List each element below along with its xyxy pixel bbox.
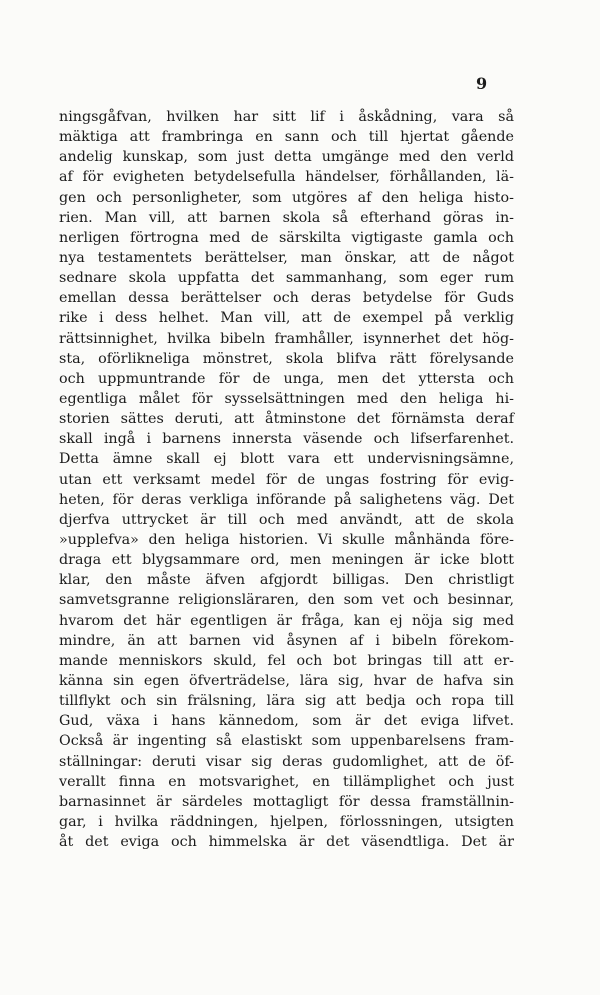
text-line: andelig kunskap, som just detta umgänge med den verld [59, 149, 514, 166]
text-line: »upplefva» den heliga historien. Vi skulle månhända före- [59, 531, 514, 548]
text-line: rättsinnighet, hvilka bibeln framhåller, isynnerhet det hög- [59, 330, 514, 347]
text-line: känna sin egen öfverträdelse, lära sig, hvar de hafva sin [59, 672, 514, 689]
body-text [59, 107, 514, 852]
text-line: samvetsgranne religionsläraren, den som vet och besinnar, [59, 592, 514, 609]
text-line: draga ett blygsammare ord, men meningen är icke blott [59, 552, 514, 569]
text-line: barnasinnet är särdeles mottagligt för dessa framställnin- [59, 793, 514, 810]
text-line: skall ingå i barnens innersta väsende och lifserfarenhet. [59, 431, 514, 448]
text-line: heten, för deras verkliga införande på salighetens väg. Det [59, 491, 514, 508]
text-line: nya testamentets berättelser, man önskar, att de något [59, 249, 514, 266]
text-line: och uppmuntrande för de unga, men det yttersta och [59, 370, 514, 387]
text-line: gar, i hvilka räddningen, hjelpen, förlossningen, utsigten [59, 813, 514, 830]
text-line: mindre, än att barnen vid åsynen af i bibeln förekom- [59, 632, 514, 649]
text-line: tillflykt och sin frälsning, lära sig att bedja och ropa till [59, 693, 514, 710]
text-line: utan ett verksamt medel för de ungas fostring för evig- [59, 471, 514, 488]
text-line: ningsgåfvan, hvilken har sitt lif i åskådning, vara så [59, 109, 514, 125]
text-line: mäktiga att frambringa en sann och till hjertat gående [59, 129, 514, 146]
text-line: åt det eviga och himmelska är det väsendtliga. Det är [59, 834, 514, 851]
text-line: Gud, växa i hans kännedom, som är det eviga lifvet. [59, 713, 514, 730]
text-line: egentliga målet för sysselsättningen med den heliga hi- [59, 390, 514, 407]
text-line: klar, den måste äfven afgjordt billigas. Den christligt [59, 572, 514, 589]
text-line: sednare skola uppfatta det sammanhang, som eger rum [59, 270, 514, 287]
text-line: Också är ingenting så elastiskt som uppenbarelsens fram- [59, 733, 514, 750]
text-line: emellan dessa berättelser och deras betydelse för Guds [59, 290, 514, 307]
text-line: verallt finna en motsvarighet, en tillämplighet och just [59, 773, 514, 790]
text-line: Detta ämne skall ej blott vara ett undervisningsämne, [59, 451, 514, 468]
text-line: hvarom det här egentligen är fråga, kan ej nöja sig med [59, 612, 514, 629]
text-line: sta, oförlikneliga mönstret, skola blifva rätt förelysande [59, 350, 514, 367]
text-line: rike i dess helhet. Man vill, att de exempel på verklig [59, 310, 514, 327]
text-line: af för evigheten betydelsefulla händelser, förhållanden, lä- [59, 169, 514, 186]
text-line: rien. Man vill, att barnen skola så efterhand göras in- [59, 209, 514, 226]
text-line: gen och personligheter, som utgöres af den heliga histo- [59, 189, 514, 206]
text-line: nerligen förtrogna med de särskilta vigtigaste gamla och [59, 229, 514, 246]
text-line: djerfva uttrycket är till och med användt, att de skola [59, 511, 514, 528]
text-line: ställningar: deruti visar sig deras gudomlighet, att de öf- [59, 753, 514, 770]
text-line: mande menniskors skuld, fel och bot bringas till att er- [59, 652, 514, 669]
text-line: storien sättes deruti, att åtminstone det förnämsta deraf [59, 411, 514, 428]
page-number: 9 [476, 74, 488, 93]
